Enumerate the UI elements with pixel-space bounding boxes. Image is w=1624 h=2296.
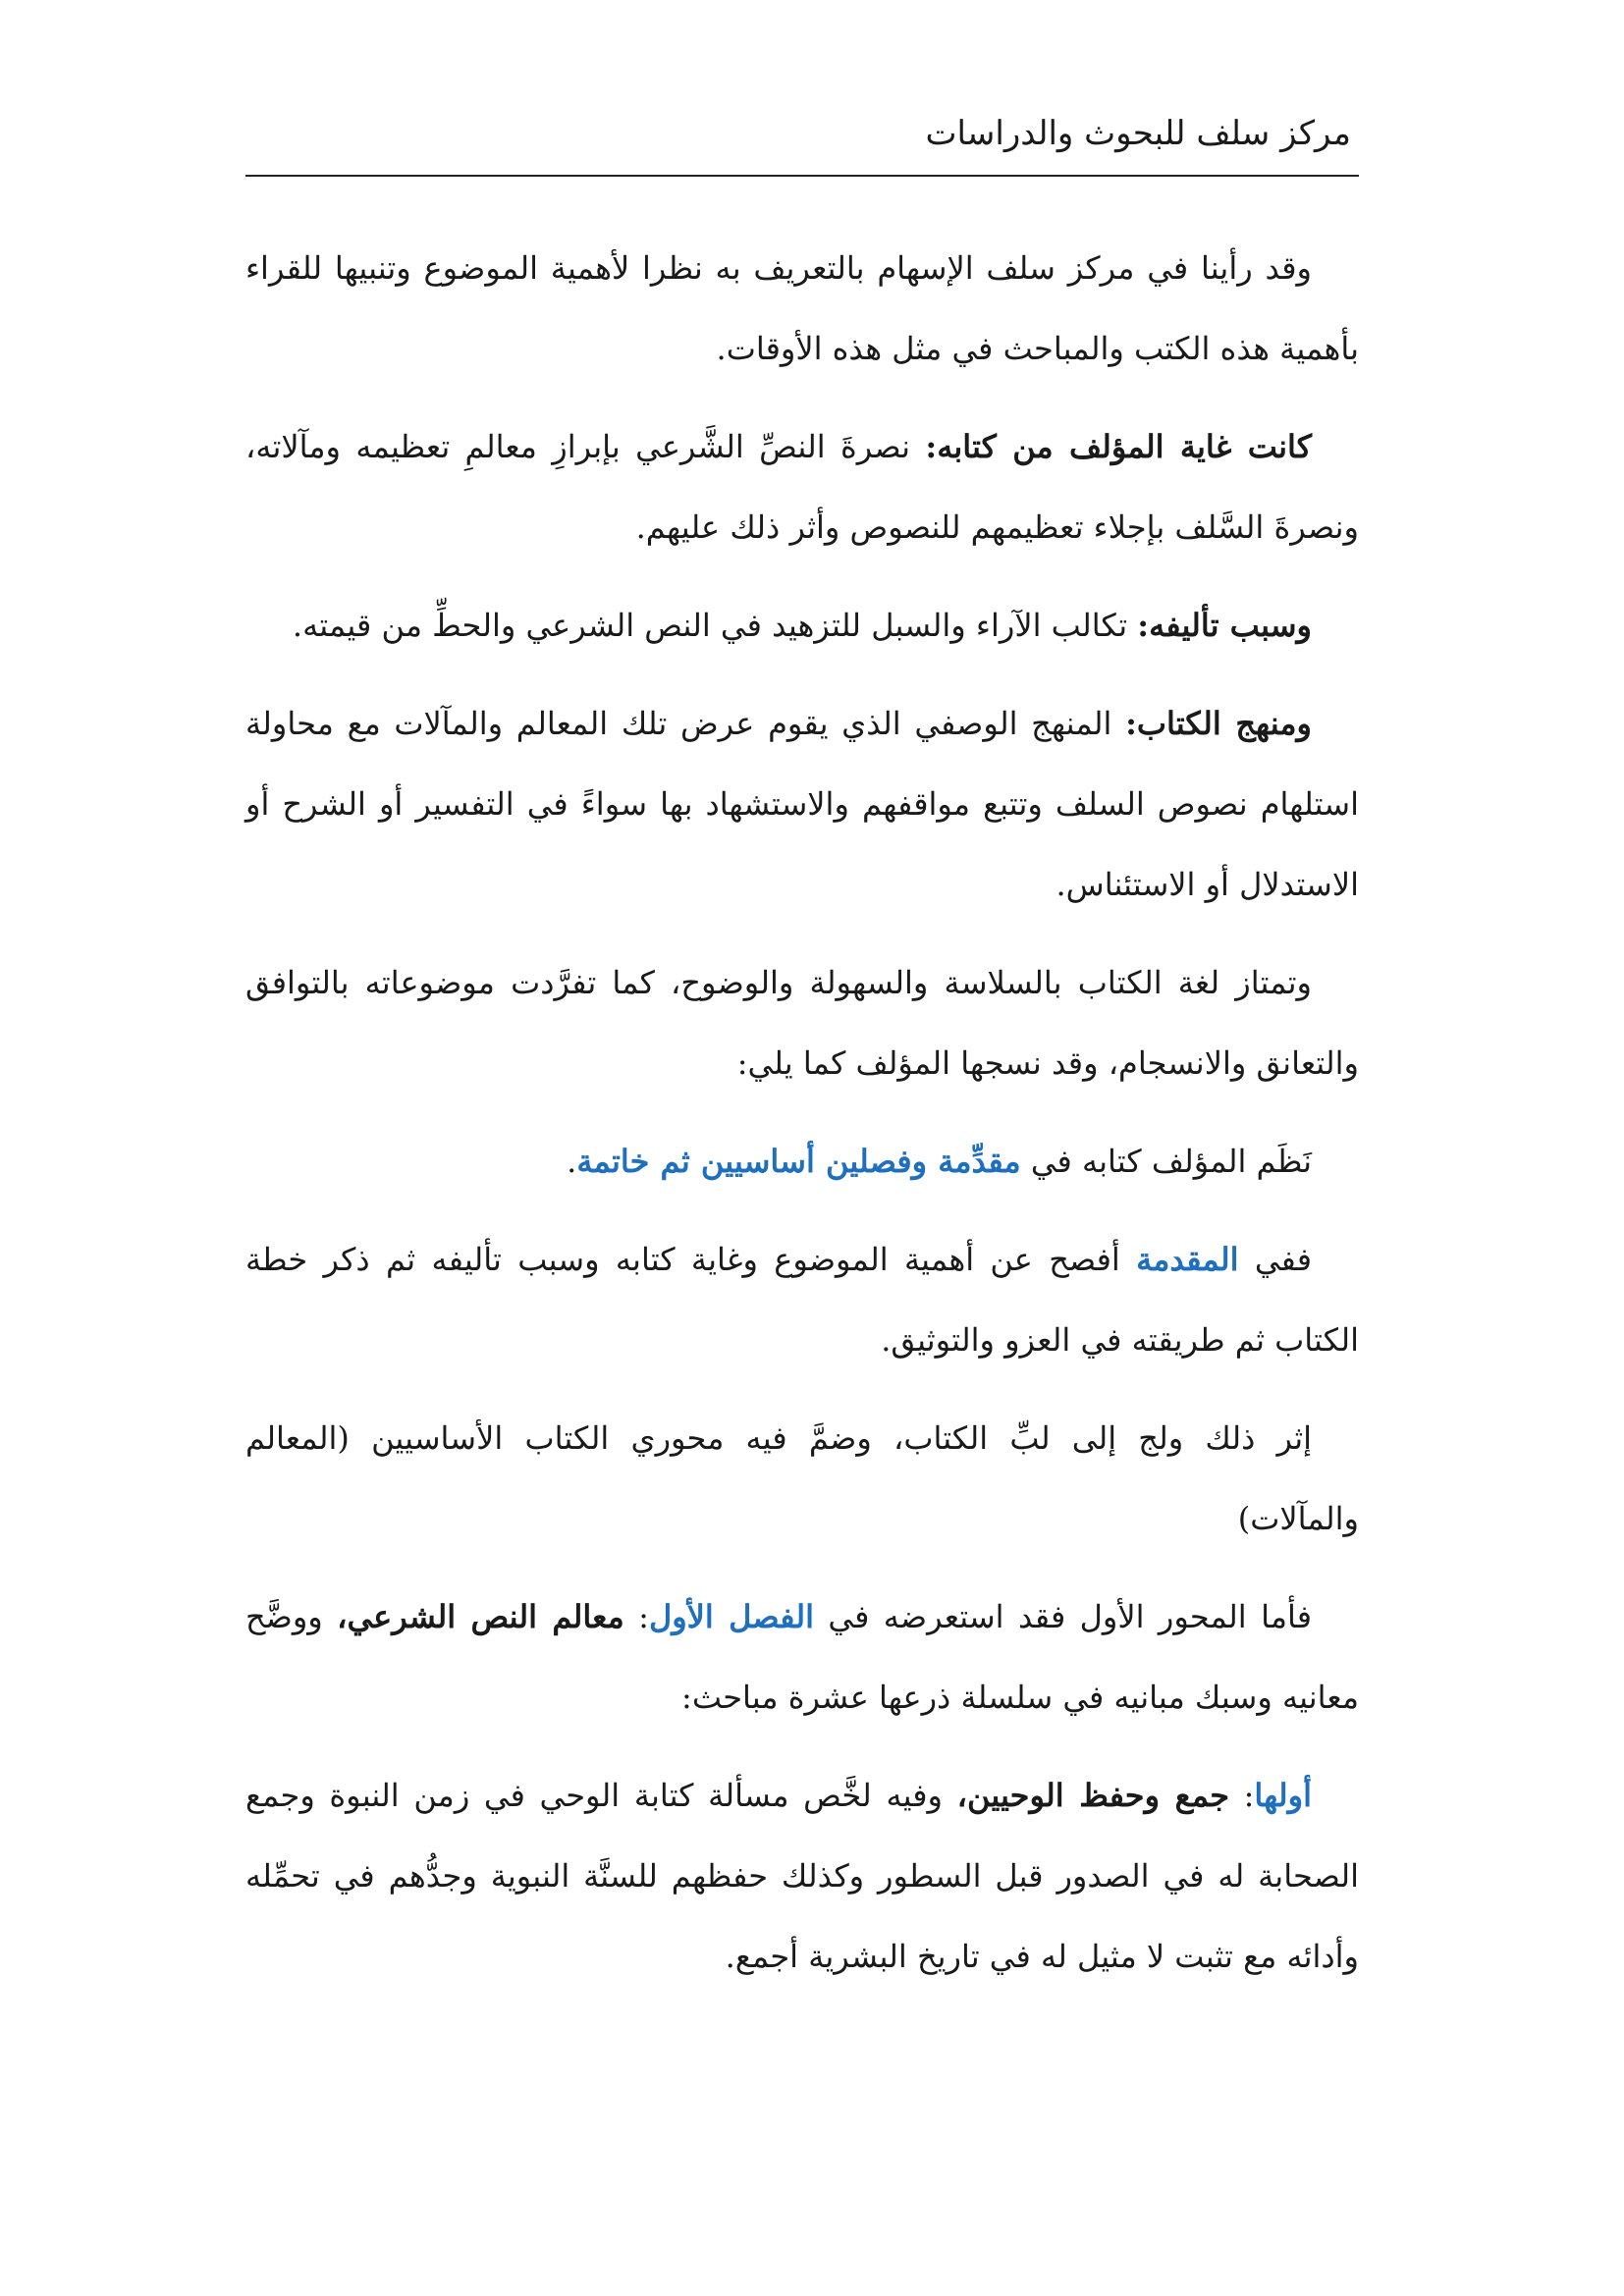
paragraph-core	[245, 1398, 1359, 1559]
first-topic-highlight: أولها	[1254, 1777, 1313, 1814]
paragraph-author-goal	[245, 406, 1359, 567]
document-body	[245, 228, 1359, 2014]
paragraph-first-axis	[245, 1576, 1359, 1737]
writing-reason-label: وسبب تأليفه:	[1137, 607, 1312, 644]
introduction-post: أفصح عن أهمية الموضوع وغاية كتابه وسبب تأليفه ثم ذكر خطة الكتاب ثم طريقته في العزو والتوثيق.	[245, 1241, 1359, 1359]
first-topic-bold: جمع وحفظ الوحيين،	[956, 1777, 1229, 1814]
author-goal-text: نصرةَ النصِّ الشَّرعي بإبرازِ معالمِ تعظيمه ومآلاته، ونصرةَ السَّلف بإجلاء تعظيمهم للنصوص وأثر ذلك عليهم.	[245, 428, 1359, 546]
language-text: وتمتاز لغة الكتاب بالسلاسة والسهولة والوضوح، كما تفرَّدت موضوعاته بالتوافق والتعانق والانسجام، وقد نسجها المؤلف كما يلي:	[245, 964, 1359, 1082]
first-axis-bold: معالم النص الشرعي،	[337, 1598, 624, 1635]
introduction-highlight: المقدمة	[1136, 1241, 1239, 1278]
paragraph-writing-reason	[245, 585, 1359, 666]
book-method-label: ومنهج الكتاب:	[1125, 705, 1313, 742]
author-goal-label: كانت غاية المؤلف من كتابه:	[925, 428, 1313, 465]
structure-highlight: مقدِّمة وفصلين أساسيين ثم خاتمة	[576, 1143, 1021, 1180]
paragraph-first-topic	[245, 1755, 1359, 1997]
paragraph-book-method	[245, 683, 1359, 925]
first-axis-post: ووضَّح معانيه وسبك مبانيه في سلسلة ذرعها عشرة مباحث:	[245, 1598, 1359, 1716]
writing-reason-text: تكالب الآراء والسبل للتزهيد في النص الشرعي والحطِّ من قيمته.	[292, 607, 1138, 644]
book-method-text: المنهج الوصفي الذي يقوم عرض تلك المعالم والمآلات مع محاولة استلهام نصوص السلف وتتبع مواقفهم والاستشهاد بها سواءً في التفسير أو الشرح أو الاستدلال أو الاستئناس.	[245, 705, 1359, 903]
paragraph-structure	[245, 1121, 1359, 1201]
first-topic-post: وفيه لخَّص مسألة كتابة الوحي في زمن النبوة وجمع الصحابة له في الصدور قبل السطور وكذلك حفظهم للسنَّة النبوية وجدُّهم في تحمِّله وأدائه مع تثبت لا مثيل له في تاريخ البشرية أجمع.	[245, 1777, 1359, 1975]
structure-pre: نَظَم المؤلف كتابه في	[1020, 1143, 1312, 1180]
first-axis-colon: :	[623, 1598, 649, 1635]
first-topic-colon: :	[1228, 1777, 1255, 1814]
first-axis-pre: فأما المحور الأول فقد استعرضه في	[813, 1598, 1313, 1635]
structure-post: .	[567, 1143, 577, 1180]
paragraph-language	[245, 942, 1359, 1103]
paragraph-intro-text: وقد رأينا في مركز سلف الإسهام بالتعريف به نظرا لأهمية الموضوع وتنبيها للقراء بأهمية هذه الكتب والمباحث في مثل هذه الأوقات.	[245, 249, 1359, 367]
header-rule	[245, 175, 1359, 177]
first-chapter-highlight: الفصل الأول	[648, 1598, 814, 1635]
core-text: إثر ذلك ولج إلى لبِّ الكتاب، وضمَّ فيه محوري الكتاب الأساسيين (المعالم والمآلات)	[245, 1419, 1359, 1537]
paragraph-intro	[245, 228, 1359, 389]
introduction-pre: ففي	[1238, 1241, 1313, 1278]
paragraph-introduction-summary	[245, 1219, 1359, 1380]
running-header: مركز سلف للبحوث والدراسات	[925, 114, 1351, 153]
